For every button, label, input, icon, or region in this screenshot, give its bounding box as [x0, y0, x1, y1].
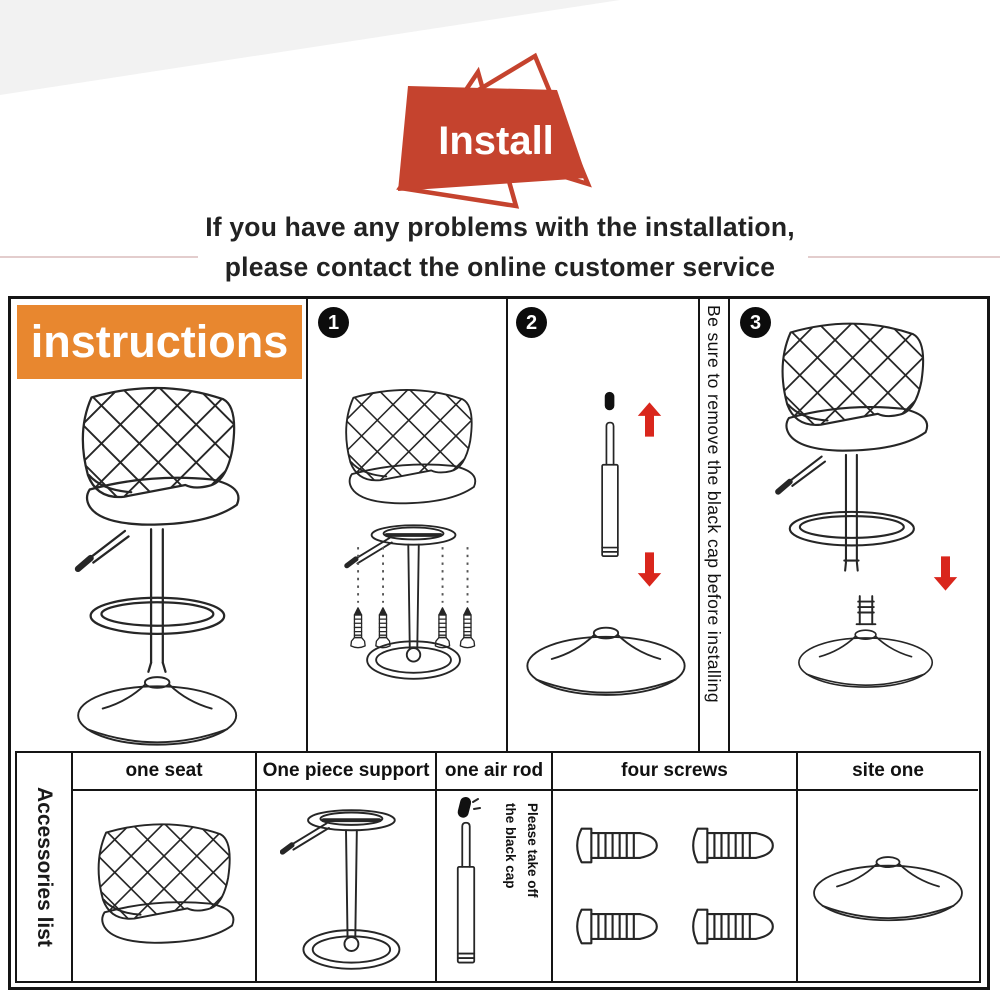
cell-one-piece-support	[257, 791, 437, 981]
vertical-note: Be sure to remove the black cap before installing	[704, 305, 724, 704]
cell-one-seat	[73, 791, 257, 981]
air-rod-drawing	[445, 819, 487, 976]
header-one-seat: one seat	[73, 753, 257, 791]
panel-step-1	[308, 299, 508, 751]
panel-step-2	[508, 299, 700, 751]
accessories-label-cell	[17, 753, 73, 981]
install-logo	[388, 46, 612, 216]
screws-grid	[563, 822, 787, 950]
rod-note-line-1: Please take off	[525, 803, 540, 898]
vertical-note-strip	[700, 299, 730, 751]
cell-site-one	[798, 791, 978, 981]
screw-icon	[687, 826, 779, 865]
support-drawing	[280, 797, 412, 975]
step-1-drawing	[312, 309, 504, 741]
accessories-label: Accessories list	[33, 787, 56, 947]
cell-four-screws	[553, 791, 798, 981]
subtitle-line-1: If you have any problems with the installation,	[205, 212, 795, 242]
step-3-badge: 3	[740, 307, 771, 338]
subtitle-line-2: please contact the online customer service	[224, 252, 776, 282]
step-2-badge: 2	[516, 307, 547, 338]
step-1-badge: 1	[318, 307, 349, 338]
seat-drawing	[78, 820, 250, 953]
black-cap-icon	[603, 389, 617, 414]
arrow-up-icon	[636, 401, 663, 438]
rod-note	[499, 803, 543, 898]
arrow-down-icon	[636, 551, 663, 588]
dome-base-drawing	[805, 847, 971, 926]
steps-row	[11, 299, 987, 751]
screw-icon	[571, 907, 663, 946]
panel-instructions	[11, 299, 308, 751]
install-label: Install	[438, 119, 554, 163]
instructions-title: instructions	[17, 305, 302, 379]
screw-icon	[687, 907, 779, 946]
barstool-complete-drawing	[39, 383, 274, 753]
header-one-air-rod: one air rod	[437, 753, 553, 791]
instructions-box	[8, 296, 990, 990]
dome-base-drawing	[518, 617, 694, 701]
header-one-piece-support: One piece support	[257, 753, 437, 791]
accessories-table	[15, 751, 981, 983]
black-cap-popped-icon	[451, 793, 481, 823]
cell-one-air-rod	[437, 791, 553, 981]
barstool-upper-drawing	[742, 319, 960, 579]
screw-icon	[571, 826, 663, 865]
header-site-one: site one	[798, 753, 978, 791]
air-rod-drawing	[590, 419, 630, 569]
header-four-screws: four screws	[553, 753, 798, 791]
rod-note-line-2: the black cap	[503, 803, 518, 889]
arrow-down-icon	[932, 555, 959, 592]
panel-step-3	[730, 299, 987, 751]
base-with-stem-drawing	[788, 593, 944, 710]
